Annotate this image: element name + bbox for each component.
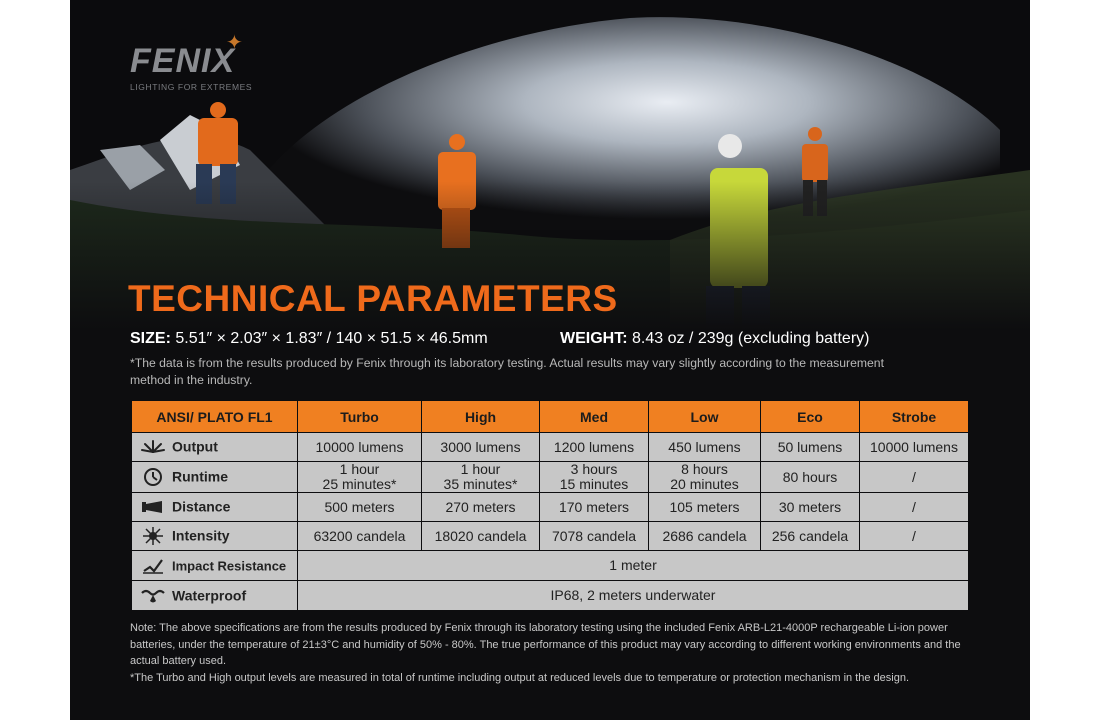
header-med: Med (540, 401, 649, 433)
brand-logo (130, 32, 253, 92)
burst-icon (140, 438, 166, 456)
header-eco: Eco (761, 401, 860, 433)
output-strobe: 10000 lumens (860, 433, 969, 462)
footnotes (130, 620, 980, 686)
runtime-strobe: / (860, 462, 969, 493)
waterproof-value: IP68, 2 meters underwater (298, 581, 969, 611)
header-strobe: Strobe (860, 401, 969, 433)
distance-strobe: / (860, 493, 969, 522)
table-row-runtime (132, 462, 969, 493)
impact-value: 1 meter (298, 551, 969, 581)
note-main: Note: The above specifications are from the results produced by Fenix through its laboratory testing using the included Fenix ARB-L21-4000P rechargeable Li-ion power batteries, under the temperature of 21±3°C and humidity of 50% - 80%. The true performance of this product may vary according to different working environments and the actual battery used. (130, 622, 961, 668)
impact-icon (140, 557, 166, 575)
intensity-strobe: / (860, 522, 969, 551)
output-turbo: 10000 lumens (298, 433, 422, 462)
weight-value: 8.43 oz / 239g (excluding battery) (632, 330, 870, 347)
runtime-low: 8 hours 20 minutes (649, 462, 761, 493)
row-label-impact: Impact Resistance (132, 551, 298, 581)
runtime-high: 1 hour 35 minutes* (422, 462, 540, 493)
intensity-med: 7078 candela (540, 522, 649, 551)
page-title: TECHNICAL PARAMETERS (128, 278, 618, 319)
intensity-turbo: 63200 candela (298, 522, 422, 551)
output-low: 450 lumens (649, 433, 761, 462)
distance-high: 270 meters (422, 493, 540, 522)
header-high: High (422, 401, 540, 433)
size-label: SIZE: (130, 330, 171, 347)
output-med: 1200 lumens (540, 433, 649, 462)
distance-med: 170 meters (540, 493, 649, 522)
header-low: Low (649, 401, 761, 433)
row-label-output: Output (132, 433, 298, 462)
row-label-waterproof: Waterproof (132, 581, 298, 611)
runtime-eco: 80 hours (761, 462, 860, 493)
table-row-impact (132, 551, 969, 581)
brand-name: FENIX (130, 42, 236, 80)
distance-turbo: 500 meters (298, 493, 422, 522)
output-eco: 50 lumens (761, 433, 860, 462)
size-value: 5.51″ × 2.03″ × 1.83″ / 140 × 51.5 × 46.5mm (175, 330, 488, 347)
lab-disclaimer: *The data is from the results produced by Fenix through its laboratory testing. Actual results may vary slightly according to the measurement method in the industry. (130, 356, 884, 387)
header-standard: ANSI/ PLATO FL1 (132, 401, 298, 433)
row-label-distance: Distance (132, 493, 298, 522)
distance-low: 105 meters (649, 493, 761, 522)
table-row-waterproof (132, 581, 969, 611)
size-spec (130, 330, 488, 348)
product-sheet (70, 0, 1030, 720)
header-turbo: Turbo (298, 401, 422, 433)
table-header-row (132, 401, 969, 433)
table-row-output (132, 433, 969, 462)
waterproof-icon (140, 587, 166, 605)
beam-distance-icon (140, 498, 166, 516)
table-row-distance (132, 493, 969, 522)
note-turbo: *The Turbo and High output levels are measured in total of runtime including output at reduced levels due to temperature or protection mechanism in the design. (130, 671, 910, 684)
table-row-intensity (132, 522, 969, 551)
intensity-eco: 256 candela (761, 522, 860, 551)
row-label-intensity: Intensity (132, 522, 298, 551)
output-high: 3000 lumens (422, 433, 540, 462)
clock-icon (140, 468, 166, 486)
star-icon: ✦ (226, 32, 243, 54)
weight-spec (560, 330, 869, 348)
intensity-low: 2686 candela (649, 522, 761, 551)
intensity-icon (140, 527, 166, 545)
parameters-table (131, 400, 969, 611)
row-label-runtime: Runtime (132, 462, 298, 493)
runtime-turbo: 1 hour 25 minutes* (298, 462, 422, 493)
intensity-high: 18020 candela (422, 522, 540, 551)
runtime-med: 3 hours 15 minutes (540, 462, 649, 493)
weight-label: WEIGHT: (560, 330, 628, 347)
brand-tagline: LIGHTING FOR EXTREMES (130, 82, 253, 92)
distance-eco: 30 meters (761, 493, 860, 522)
